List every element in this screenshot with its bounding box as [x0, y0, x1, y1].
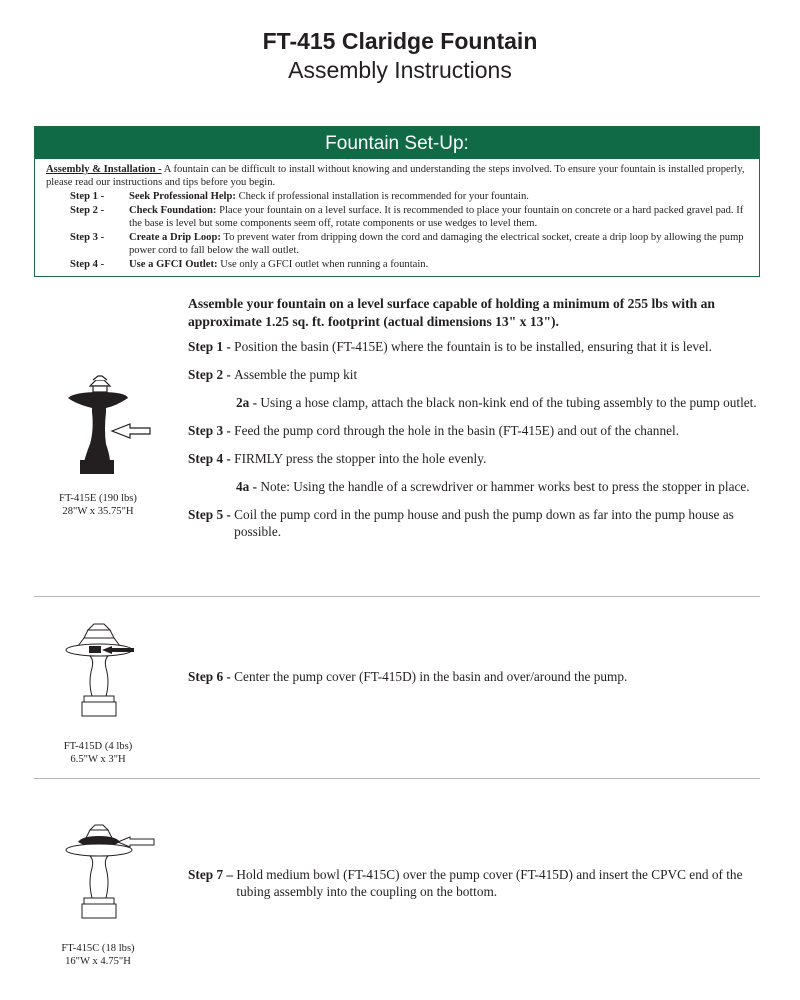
setup-step-number: Step 3 -: [70, 232, 105, 243]
setup-step-3: [46, 231, 749, 257]
medium-bowl-illustration: [64, 820, 154, 924]
section-divider: [34, 596, 760, 597]
page-title: FT-415 Claridge Fountain: [262, 28, 538, 54]
setup-step-text: Use only a GFCI outlet when running a fountain.: [217, 259, 429, 270]
assembly-step-7: [188, 866, 768, 900]
step-label: Step 3 -: [188, 423, 235, 438]
step-label: Step 4 -: [188, 451, 235, 466]
pump-cover-illustration: [64, 620, 144, 720]
step-text: FIRMLY press the stopper into the hole evenly.: [234, 451, 487, 466]
step-text: Position the basin (FT-415E) where the fountain is to be installed, ensuring that it is level.: [234, 339, 712, 354]
part-caption-medium-bowl: [38, 942, 158, 968]
setup-intro: [46, 163, 749, 189]
assembly-step-2a: [188, 394, 768, 411]
step-label: 2a -: [236, 395, 261, 410]
setup-step-text: Place your fountain on a level surface. It is recommended to place your fountain on concrete or a hard packed gravel pad. If the base is level but some components seem off, rotate components or use wedges to level them.: [129, 205, 744, 229]
step-label: Step 7 –: [188, 867, 237, 882]
step-label: Step 2 -: [188, 367, 235, 382]
setup-heading: Fountain Set-Up:: [35, 127, 759, 159]
assembly-step-2: [188, 366, 768, 383]
setup-body: [35, 159, 759, 271]
assembly-step-4: [188, 450, 768, 467]
step-text: Note: Using the handle of a screwdriver or hammer works best to press the stopper in place.: [260, 479, 750, 494]
step-label: Step 5 -: [188, 507, 235, 522]
setup-step-text: To prevent water from dripping down the cord and damaging the electrical socket, create a drip loop by allowing the pump power cord to fall below the wall outlet.: [129, 232, 744, 256]
step-text: Hold medium bowl (FT-415C) over the pump cover (FT-415D) and insert the CPVC end of the tubing assembly into the coupling on the bottom.: [236, 867, 743, 899]
assembly-step-1: [188, 338, 768, 355]
step-label: Step 6 -: [188, 669, 235, 684]
setup-step-title: Use a GFCI Outlet:: [129, 259, 218, 270]
part-dims: 16"W x 4.75"H: [65, 956, 131, 967]
setup-step-number: Step 2 -: [70, 205, 105, 216]
step-label: 4a -: [236, 479, 261, 494]
assembly-intro: Assemble your fountain on a level surface capable of holding a minimum of 255 lbs with an approximate 1.25 sq. ft. footprint (actual dimensions 13" x 13").: [188, 296, 715, 329]
step-text: Using a hose clamp, attach the black non-kink end of the tubing assembly to the pump outlet.: [260, 395, 757, 410]
title-block: [0, 27, 800, 85]
setup-intro-label: Assembly & Installation -: [46, 164, 162, 175]
step-label: Step 1 -: [188, 339, 235, 354]
setup-step-title: Seek Professional Help:: [129, 191, 236, 202]
part-dims: 28"W x 35.75"H: [62, 506, 134, 517]
step-text: Feed the pump cord through the hole in the basin (FT-415E) and out of the channel.: [234, 423, 680, 438]
part-name: FT-415E (190 lbs): [59, 493, 137, 504]
step-text: Coil the pump cord in the pump house and push the pump down as far into the pump house as possible.: [234, 507, 734, 539]
fountain-setup-panel: [34, 126, 760, 277]
assembly-steps-1-5: [188, 338, 768, 540]
setup-step-2: [46, 204, 749, 230]
setup-step-text: Check if professional installation is recommended for your fountain.: [235, 191, 529, 202]
part-name: FT-415D (4 lbs): [63, 741, 133, 752]
page-subtitle: Assembly Instructions: [288, 57, 512, 83]
step-text: Assemble the pump kit: [234, 367, 358, 382]
part-caption-pump-cover: [38, 740, 158, 766]
assembly-step-3: [188, 422, 768, 439]
setup-step-number: Step 4 -: [70, 259, 105, 270]
setup-step-1: [46, 190, 749, 203]
section-divider: [34, 778, 760, 779]
setup-step-title: Check Foundation:: [129, 205, 217, 216]
step-text: Center the pump cover (FT-415D) in the basin and over/around the pump.: [234, 669, 628, 684]
setup-intro-text: A fountain can be difficult to install without knowing and understanding the steps involved. To ensure your fountain is installed properly, please read our instructions and tips before you begin.: [46, 164, 745, 188]
assembly-step-5: [188, 506, 768, 540]
assembly-step-6: [188, 668, 768, 685]
basin-illustration: [60, 374, 160, 476]
setup-step-4: [46, 258, 749, 271]
part-name: FT-415C (18 lbs): [61, 943, 135, 954]
setup-step-number: Step 1 -: [70, 191, 105, 202]
part-caption-basin: [38, 492, 158, 518]
assembly-step-4a: [188, 478, 768, 495]
part-dims: 6.5"W x 3"H: [70, 754, 126, 765]
setup-step-title: Create a Drip Loop:: [129, 232, 221, 243]
